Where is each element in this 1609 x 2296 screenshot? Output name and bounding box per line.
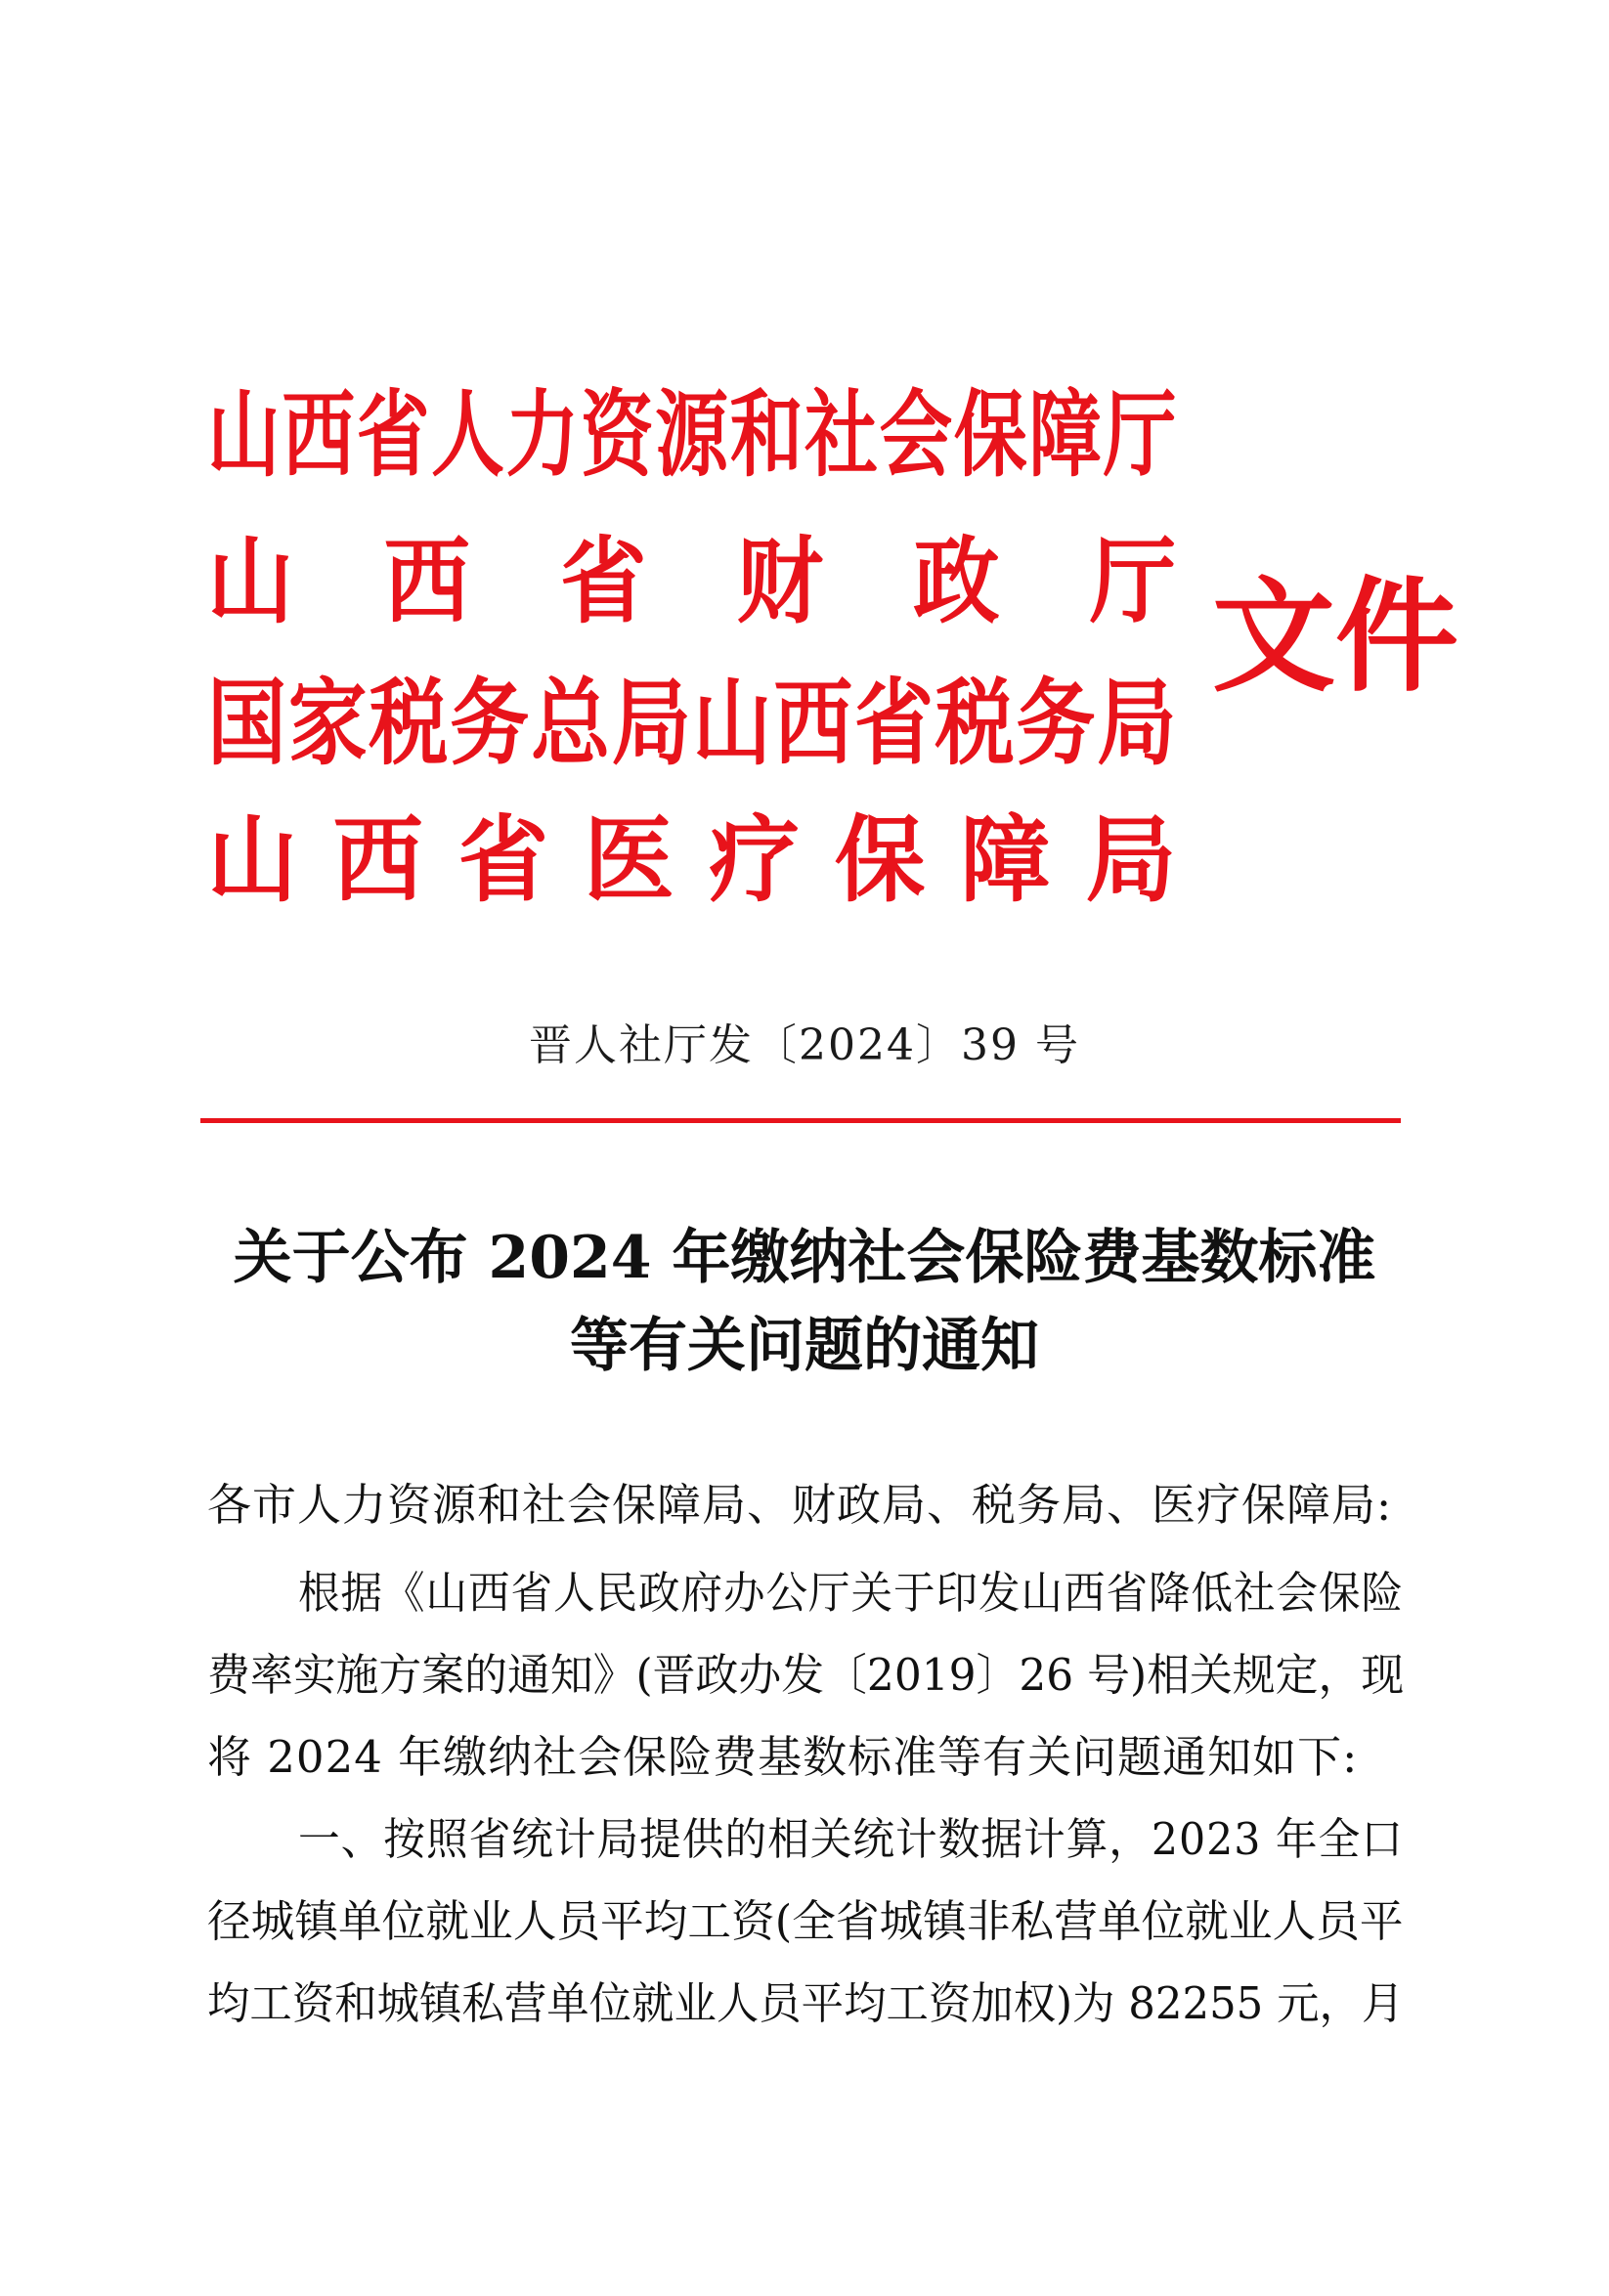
body-text-line: 均工资和城镇私营单位就业人员平均工资加权)为 82255 元，月 — [207, 1977, 1405, 2029]
document-type-label: 文件 — [1212, 565, 1458, 709]
body-text-line: 费率实施方案的通知》(晋政办发〔2019〕26 号)相关规定，现 — [207, 1649, 1405, 1701]
body-text-line: 一、按照省统计局提供的相关统计数据计算，2023 年全口 — [298, 1813, 1404, 1865]
document-number: 晋人社厅发〔2024〕39 号 — [529, 1020, 1080, 1070]
document-title-line-2: 等有关问题的通知 — [570, 1312, 1039, 1380]
issuer-line-3: 国家税务总局山西省税务局 — [207, 669, 1178, 778]
addressee: 各市人力资源和社会保障局、财政局、税务局、医疗保障局: — [207, 1479, 1393, 1531]
red-divider-line — [200, 1118, 1401, 1123]
issuer-line-1: 山西省人力资源和社会保障厅 — [207, 380, 1178, 490]
document-title-line-1: 关于公布 2024 年缴纳社会保险费基数标准 — [233, 1224, 1376, 1292]
body-text-line: 径城镇单位就业人员平均工资(全省城镇非私营单位就业人员平 — [207, 1895, 1404, 1947]
body-text-line: 将 2024 年缴纳社会保险费基数标准等有关问题通知如下: — [207, 1731, 1359, 1783]
issuer-line-4: 山 西 省 医 疗 保 障 局 — [207, 805, 1178, 915]
body-text-line: 根据《山西省人民政府办公厅关于印发山西省降低社会保险 — [298, 1567, 1405, 1619]
issuer-line-2: 山 西 省 财 政 厅 — [207, 527, 1178, 636]
